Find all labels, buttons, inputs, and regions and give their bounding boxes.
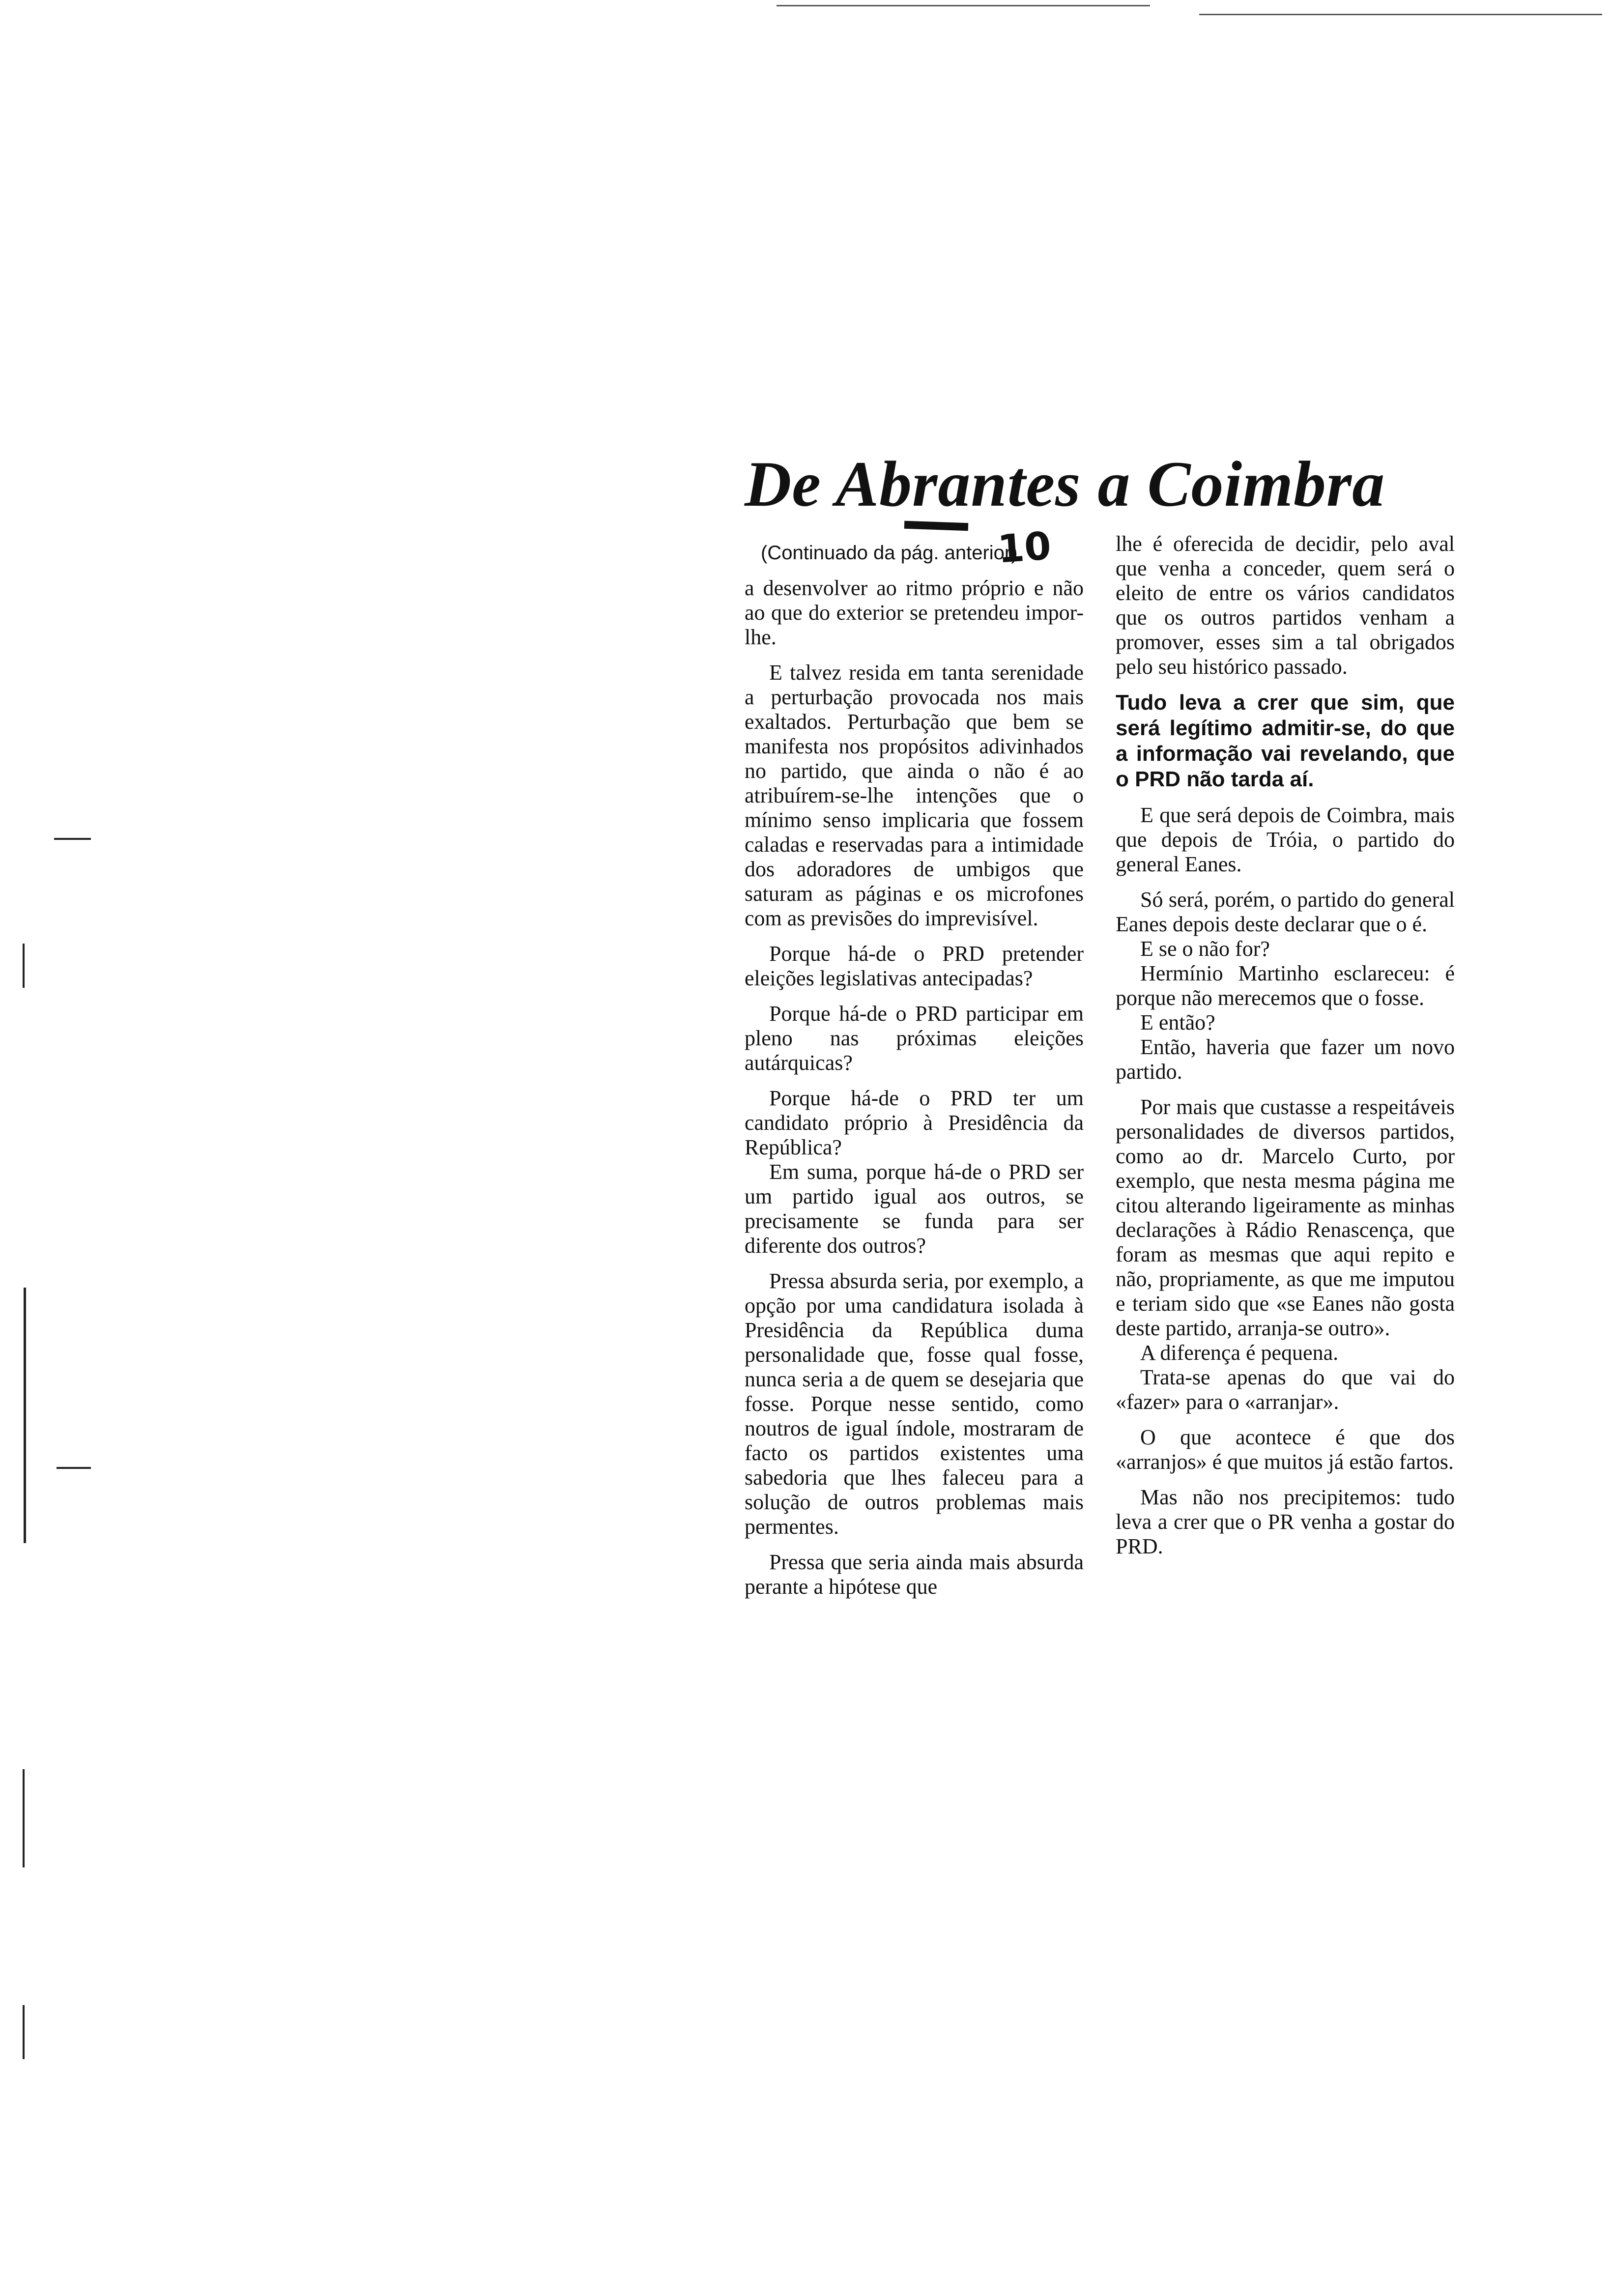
paragraph: A diferença é pequena. [1140, 1341, 1339, 1365]
paragraph: Só será, porém, o partido do general Eanes depois deste declarar que o é. [1116, 888, 1455, 936]
handwritten-underline [904, 521, 968, 531]
paragraph: E talvez resida em tanta serenidade a perturbação provocada nos mais exaltados. Perturbação que bem se manifesta nos propósitos adivinhados no partido, que ainda o não é ao atribuírem-se-lhe intenções que o mínimo senso implicaria que fossem caladas e reservadas para a intimidade dos adoradores de umbigos que saturam as páginas e os microfones com as previsões do imprevisível. [745, 660, 1084, 930]
paragraph: Porque há-de o PRD participar em pleno nas próximas eleições autárquicas? [745, 1002, 1084, 1075]
paragraph: Então, haveria que fazer um novo partido. [1116, 1035, 1455, 1084]
handwritten-page-mark: 10 [996, 524, 1053, 572]
paragraph: Por mais que custasse a respeitáveis personalidades de diversos partidos, como ao dr. Marcelo Curto, por exemplo, que nesta mesma página me citou alterando ligeiramente as minhas declarações à Rádio Renascença, que foram as mesmas que aqui repito e não, propriamente, as que me imputou e teriam sido que «se Eanes não gosta deste partido, arranja-se outro». [1116, 1095, 1455, 1340]
paragraph: E que será depois de Coimbra, mais que depois de Tróia, o partido do general Eanes. [1116, 803, 1455, 876]
left-column [745, 576, 1084, 1599]
paragraph: Porque há-de o PRD pretender eleições legislativas antecipadas? [745, 942, 1084, 990]
paragraph: Pressa que seria ainda mais absurda perante a hipótese que [745, 1550, 1084, 1599]
bold-paragraph: Tudo leva a crer que sim, que será legítimo admitir-se, do que a informação vai revelando, que o PRD não tarda aí. [1116, 690, 1455, 791]
right-column [1116, 532, 1455, 1559]
paragraph: a desenvolver ao ritmo próprio e não ao que do exterior se pretendeu impor-lhe. [745, 576, 1084, 649]
paragraph: E se o não for? [1140, 937, 1270, 961]
paragraph: E então? [1140, 1010, 1215, 1034]
article-title: De Abrantes a Coimbra [745, 448, 1385, 520]
paragraph: Pressa absurda seria, por exemplo, a opção por uma candidatura isolada à Presidência da República duma personalidade que, fosse qual fosse, nunca seria a de quem se desejaria que fosse. Porque nesse sentido, como noutros de igual índole, mostraram de facto os partidos existentes uma sabedoria que lhes faleceu para a solução de outros problemas mais permentes. [745, 1269, 1084, 1539]
scan-edge-mark [23, 1769, 25, 1867]
paragraph: Em suma, porque há-de o PRD ser um partido igual aos outros, se precisamente se funda para ser diferente dos outros? [745, 1160, 1084, 1258]
scan-edge-mark [23, 944, 25, 988]
scan-edge-mark [54, 838, 91, 840]
paragraph: Trata-se apenas do que vai do «fazer» para o «arranjar». [1116, 1365, 1455, 1414]
paragraph: Hermínio Martinho esclareceu: é porque não merecemos que o fosse. [1116, 961, 1455, 1010]
scan-top-line [777, 5, 1150, 6]
paragraph: Mas não nos precipitemos: tudo leva a crer que o PR venha a gostar do PRD. [1116, 1485, 1455, 1558]
scan-edge-mark [23, 2005, 25, 2059]
paragraph: Porque há-de o PRD ter um candidato próprio à Presidência da República? [745, 1086, 1084, 1159]
scan-top-line [1199, 14, 1602, 15]
scan-edge-mark [57, 1467, 91, 1469]
paragraph: O que acontece é que dos «arranjos» é que muitos já estão fartos. [1116, 1425, 1455, 1474]
scan-edge-mark [24, 1288, 26, 1543]
paragraph: lhe é oferecida de decidir, pelo aval que venha a conceder, quem será o eleito de entre os vários candidatos que os outros partidos venham a promover, esses sim a tal obrigados pelo seu histórico passado. [1116, 532, 1455, 679]
continuation-note: (Continuado da pág. anterior) [761, 542, 1018, 564]
